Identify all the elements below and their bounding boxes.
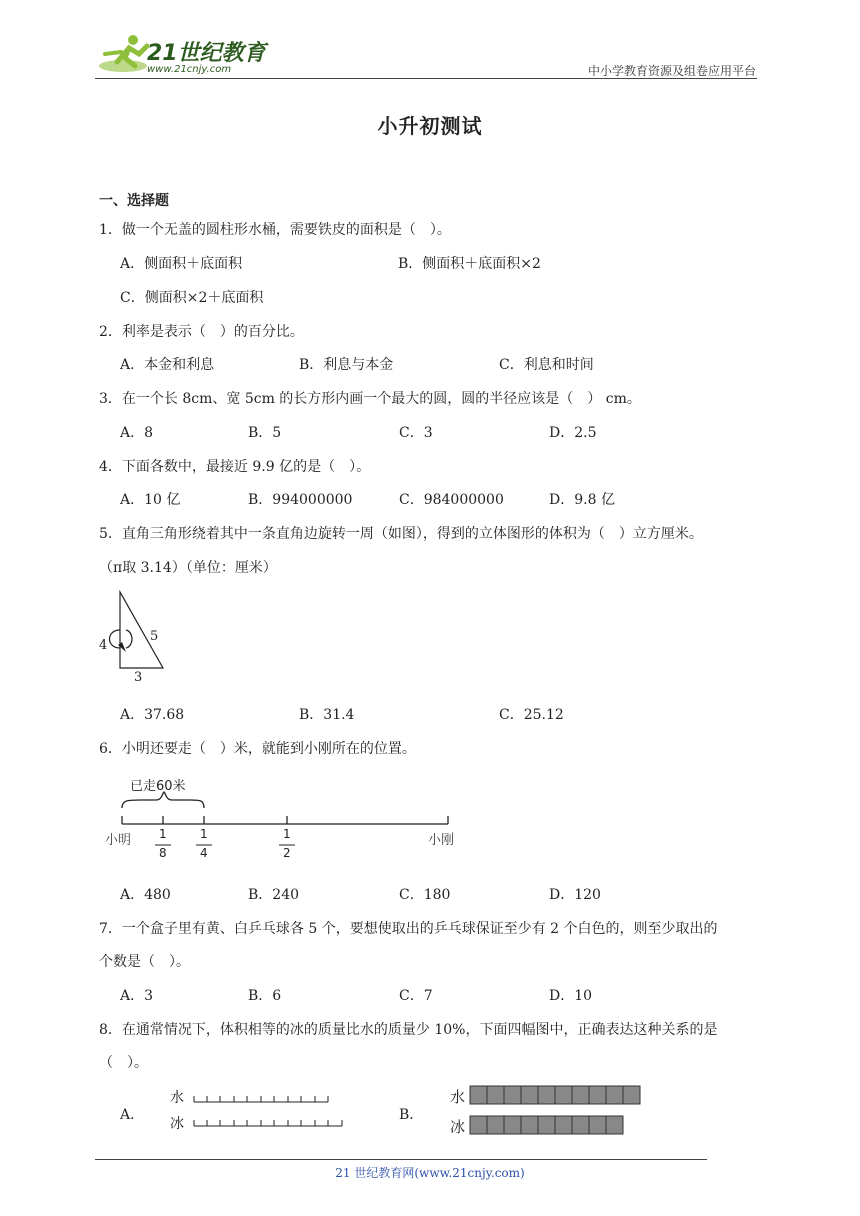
question-4: 4．下面各数中，最接近 9.9 亿的是（ ）。	[99, 459, 371, 475]
triangle-figure	[96, 590, 176, 685]
q8-figure-b	[448, 1083, 648, 1139]
header-rule	[95, 78, 757, 79]
q4-option-c: C．984000000	[399, 492, 504, 508]
number-line-figure	[100, 772, 470, 867]
fig-b-water-label: 水	[450, 1088, 466, 1106]
q2-option-c: C．利息和时间	[499, 357, 594, 373]
q8-figure-a	[170, 1086, 345, 1136]
fig-b-ice-label: 冰	[450, 1118, 466, 1136]
fraction-1-4-den: 4	[200, 846, 208, 860]
q3-option-b: B．5	[248, 425, 282, 441]
question-8: 8．在通常情况下，体积相等的冰的质量比水的质量少 10%，下面四幅图中，正确表达这种关系的是	[99, 1022, 718, 1038]
label-xiaogang: 小刚	[428, 833, 455, 848]
question-5-note: （π取 3.14）（单位：厘米）	[99, 560, 277, 576]
q8-option-a-label: A．	[120, 1107, 145, 1123]
q6-option-b: B．240	[248, 887, 300, 903]
logo-text: 21世纪教育	[147, 41, 266, 66]
triangle-side-4: 4	[99, 638, 108, 653]
q6-option-c: C．180	[399, 887, 451, 903]
q6-option-a: A．480	[120, 887, 171, 903]
q1-option-b: B．侧面积＋底面积×2	[398, 256, 541, 272]
fig-a-ice-label: 冰	[170, 1116, 184, 1132]
header-logo	[95, 32, 265, 78]
q7-option-a: A．3	[120, 988, 154, 1004]
fraction-1-8-num: 1	[159, 827, 167, 841]
q3-option-d: D．2.5	[549, 425, 597, 441]
q5-option-a: A．37.68	[120, 707, 185, 723]
label-xiaoming: 小明	[105, 833, 132, 848]
question-6: 6．小明还要走（ ）米，就能到小刚所在的位置。	[99, 741, 416, 757]
question-5: 5．直角三角形绕着其中一条直角边旋转一周（如图），得到的立体图形的体积为（ ）立方厘米。	[99, 526, 703, 542]
q3-option-c: C．3	[399, 425, 433, 441]
question-3: 3．在一个长 8cm、宽 5cm 的长方形内画一个最大的圆，圆的半径应该是（ ） cm。	[99, 391, 641, 407]
question-2: 2．利率是表示（ ）的百分比。	[99, 324, 304, 340]
q8-option-b-label: B．	[399, 1107, 424, 1123]
header-platform-text: 中小学教育资源及组卷应用平台	[587, 64, 756, 78]
q6-option-d: D．120	[549, 887, 601, 903]
q3-option-a: A．8	[120, 425, 154, 441]
question-7-cont: 个数是（ ）。	[99, 954, 190, 970]
q4-option-b: B．994000000	[248, 492, 353, 508]
q2-option-a: A．本金和利息	[120, 357, 215, 373]
q1-option-a: A．侧面积＋底面积	[120, 256, 243, 272]
fraction-1-4-num: 1	[200, 827, 208, 841]
logo-url: www.21cnjy.com	[147, 64, 232, 75]
q4-option-a: A．10 亿	[120, 492, 181, 508]
triangle-hypotenuse-5: 5	[150, 629, 159, 644]
triangle-base-3: 3	[134, 670, 143, 685]
question-8-cont: （ ）。	[99, 1055, 148, 1071]
page-title: 小升初测试	[377, 114, 483, 138]
question-7: 7．一个盒子里有黄、白乒乓球各 5 个，要想使取出的乒乓球保证至少有 2 个白色的，则至少取出的	[99, 921, 718, 937]
fraction-1-2-num: 1	[283, 827, 291, 841]
q7-option-c: C．7	[399, 988, 433, 1004]
fraction-1-2-den: 2	[283, 846, 291, 860]
fraction-1-8-den: 8	[159, 846, 167, 860]
q5-option-c: C．25.12	[499, 707, 564, 723]
footer-text: 21 世纪教育网(www.21cnjy.com)	[335, 1166, 525, 1180]
q2-option-b: B．利息与本金	[299, 357, 394, 373]
q7-option-d: D．10	[549, 988, 593, 1004]
footer-rule	[95, 1159, 707, 1160]
q7-option-b: B．6	[248, 988, 282, 1004]
q5-option-b: B．31.4	[299, 707, 355, 723]
brace-label: 已走60米	[130, 779, 186, 794]
section-heading: 一、选择题	[99, 193, 169, 209]
question-1: 1．做一个无盖的圆柱形水桶，需要铁皮的面积是（ ）。	[99, 222, 451, 238]
q4-option-d: D．9.8 亿	[549, 492, 615, 508]
fig-a-water-label: 水	[170, 1090, 184, 1106]
q1-option-c: C．侧面积×2＋底面积	[120, 290, 264, 306]
